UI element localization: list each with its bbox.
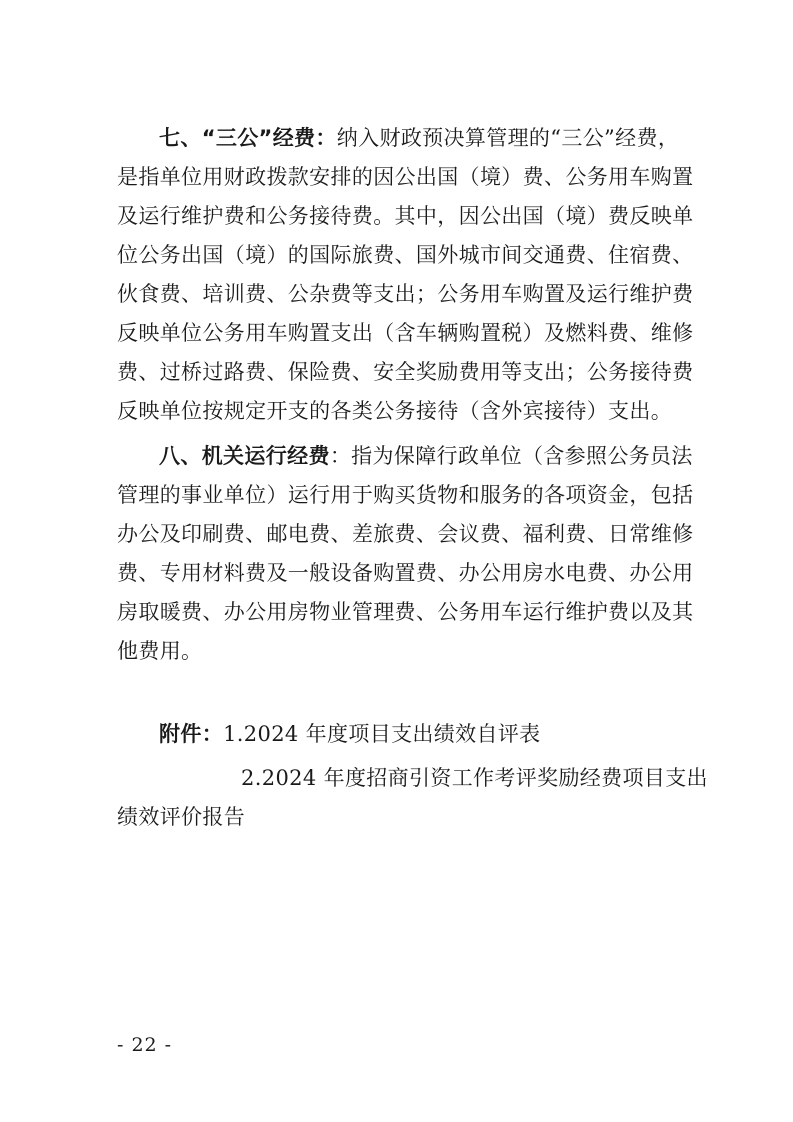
section7-text-line: 纳入财政预决算管理的“三公”经费， [336,126,680,150]
attachments-label: 附件： [159,722,224,746]
attachment-item-2: 2.2024 年度招商引资工作考评奖励经费项目支出 [241,766,708,790]
section7-text-line: 伙食费、培训费、公杂费等支出；公务用车购置及运行维护费 [117,282,694,306]
section7-text-line: 反映单位按规定开支的各类公务接待（含外宾接待）支出。 [117,399,673,423]
section7-text-line: 是指单位用财政拨款安排的因公出国（境）费、公务用车购置 [117,165,694,189]
section8-heading: 八、机关运行经费 [159,444,330,468]
attachment-item-1: 1.2024 年度项目支出绩效自评表 [223,722,541,746]
section8-text-line: 管理的事业单位）运行用于购买货物和服务的各项资金，包括 [117,483,694,507]
section7-text-line: 及运行维护费和公务接待费。其中，因公出国（境）费反映单 [117,204,694,228]
section8-text-line: ：指为保障行政单位（含参照公务员法 [329,444,693,468]
section7-text-line: 费、过桥过路费、保险费、安全奖励费用等支出；公务接待费 [117,360,694,384]
section7-first-line [159,122,679,154]
attachments-line-1 [159,718,541,750]
section8-text-line: 他费用。 [117,639,203,663]
section8-first-line [159,440,693,472]
attachment-item-2-continued: 绩效评价报告 [117,805,246,829]
section7-text-line: 位公务出国（境）的国际旅费、国外城市间交通费、住宿费、 [117,243,694,267]
section8-text-line: 办公及印刷费、邮电费、差旅费、会议费、福利费、日常维修 [117,522,694,546]
section8-text-line: 费、专用材料费及一般设备购置费、办公用房水电费、办公用 [117,561,694,585]
section7-heading: 七、“三公”经费： [159,126,337,150]
section7-text-line: 反映单位公务用车购置支出（含车辆购置税）及燃料费、维修 [117,321,694,345]
section8-text-line: 房取暖费、办公用房物业管理费、公务用车运行维护费以及其 [117,600,694,624]
page-number: - 22 - [117,1034,173,1056]
